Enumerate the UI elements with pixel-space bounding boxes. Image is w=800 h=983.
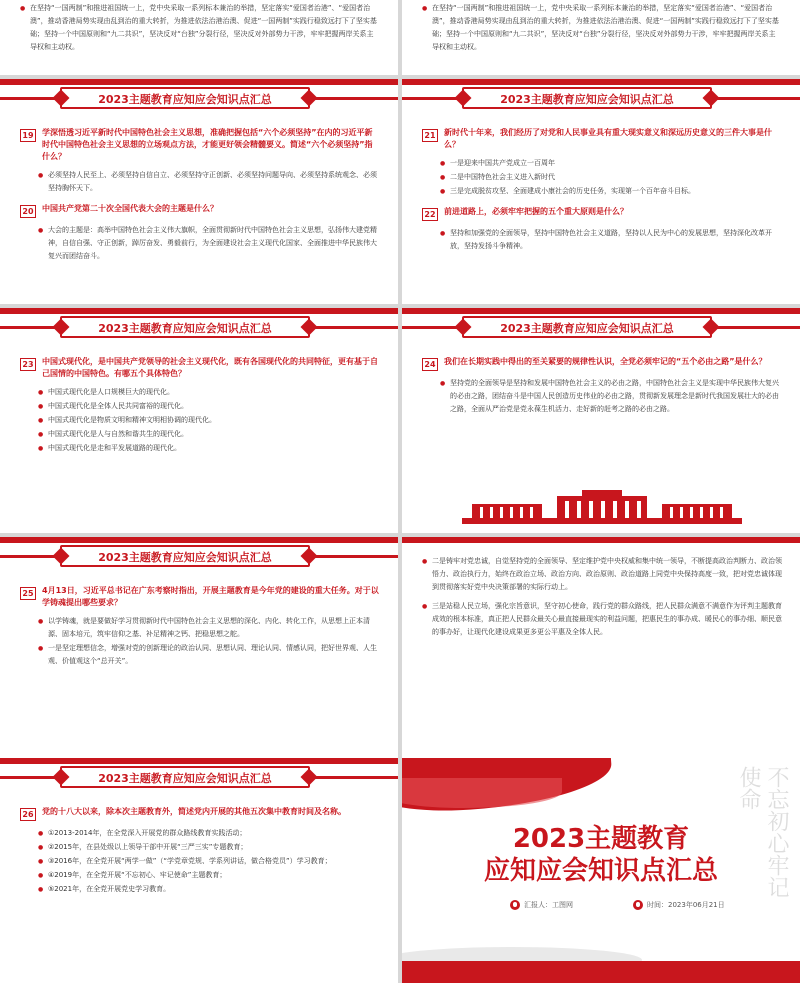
question (20, 127, 380, 163)
slide-body (20, 806, 380, 904)
answer-item: ● ③2016年，在全党开展“两学一做”（“学党章党规、学系列讲话，做合格党员”）学习教育； (38, 855, 380, 868)
slide-body (422, 356, 782, 424)
slide-body (422, 127, 782, 261)
slide-7 (0, 537, 398, 762)
question-text: 前进道路上，必须牢牢把握的五个重大原则是什么？ (444, 207, 628, 216)
slide-4 (402, 79, 800, 304)
bullet-icon: ● (38, 858, 44, 865)
slide-1 (0, 0, 398, 75)
answer-item: ● ①2013-2014年，在全党深入开展党的群众路线教育实践活动； (38, 827, 380, 840)
bullet-icon: ● (38, 172, 44, 179)
slide-9 (0, 758, 398, 983)
answer-item: ● ⑤2021年，在全党开展党史学习教育。 (38, 883, 380, 896)
answer-item: ● 大会的主题是：高举中国特色社会主义伟大旗帜，全面贯彻新时代中国特色社会主义思想，弘扬伟大建党精神，自信自强、守正创新，踔厉奋发、勇毅前行，为全面建设社会主义现代化国家、全面推进中华民族伟大复兴而团结奋斗。 (38, 226, 377, 260)
bullet-icon: ● (422, 603, 428, 610)
slide-title: 2023主题教育应知应会知识点汇总 (98, 551, 272, 564)
bullet-icon: ● (38, 445, 44, 452)
bullet-icon: ● (38, 872, 44, 879)
cover-meta (510, 900, 725, 910)
question-number: 20 (20, 205, 36, 218)
question (422, 356, 782, 371)
answer-list (422, 555, 782, 639)
answer-item: ● 一是迎来中国共产党成立一百周年 (440, 157, 782, 170)
answer-item: ● 坚持和加强党的全面领导，坚持中国特色社会主义道路，坚持以人民为中心的发展思想，坚持深化改革开放，坚持发扬斗争精神。 (440, 229, 772, 250)
calligraphy-watermark: 不忘初心牢记使命 (736, 766, 789, 898)
question-text: 学深悟透习近平新时代中国特色社会主义思想，准确把握包括“六个必须坚持”在内的习近平新时代中国特色社会主义思想的立场观点方法，才能更好领会精髓要义。简述“六个必须坚持”指什么？ (42, 128, 373, 161)
slide-title: 2023主题教育应知应会知识点汇总 (500, 322, 674, 335)
cover-slide (402, 758, 800, 983)
question-text: 党的十八大以来，除本次主题教育外，简述党内开展的其他五次集中教育时间及名称。 (42, 807, 346, 816)
answer-list (38, 386, 380, 455)
bullet-icon: ● (38, 431, 44, 438)
bullet-icon: ● (440, 230, 446, 237)
question-number: 25 (20, 587, 36, 600)
bullet-icon: ● (38, 417, 44, 424)
reporter-label: 汇报人：工图网 (524, 901, 573, 909)
bullet-icon: ● (38, 618, 44, 625)
answer-item: ● 中国式现代化是人口规模巨大的现代化。 (38, 386, 380, 399)
slide-header (402, 314, 800, 340)
slide-header (402, 85, 800, 111)
answer-item: ● 以学铸魂，就是要做好学习贯彻新时代中国特色社会主义思想的深化、内化、转化工作，从思想上正本清源、固本培元，筑牢信仰之基、补足精神之钙、把稳思想之舵。 (38, 617, 370, 638)
time-label: 时间：2023年06月21日 (647, 901, 725, 909)
answer-item: ● 中国式现代化是全体人民共同富裕的现代化。 (38, 400, 380, 413)
question-number: 22 (422, 208, 438, 221)
answer-item: ● 必须坚持人民至上、必须坚持自信自立、必须坚持守正创新、必须坚持问题导向、必须坚持系统观念、必须坚持胸怀天下。 (38, 171, 377, 192)
slide-title: 2023主题教育应知应会知识点汇总 (98, 322, 272, 335)
slide-content (422, 555, 782, 647)
bullet-icon: ● (38, 886, 44, 893)
answer-item: ● ④2019年，在全党开展“不忘初心、牢记使命”主题教育； (38, 869, 380, 882)
question-text: 中国式现代化，是中国共产党领导的社会主义现代化，既有各国现代化的共同特征，更有基于自己国情的中国特色。有哪五个具体特色？ (42, 357, 378, 378)
answer-item: ● 在坚持“一国两制”和推进祖国统一上，党中央采取一系列标本兼治的举措，坚定落实“爱国者治港”、“爱国者治澳”，推动香港局势实现由乱到治的重大转折，为推进依法治港治澳、促进“一国两制”实践行稳致远打下了坚实基础；坚持一个中国原则和“九二共识”，坚决反对“台独”分裂行径，坚决反对外部势力干涉，牢牢把握两岸关系主导权和主动权。 (20, 4, 377, 51)
cover-title-line-1: 2023主题教育 (512, 824, 690, 854)
bullet-icon: ● (38, 227, 44, 234)
bullet-icon: ● (38, 844, 44, 851)
answer-list (440, 377, 782, 416)
great-hall-silhouette-icon (462, 490, 742, 526)
location-pin-icon (633, 900, 643, 910)
bullet-icon: ● (38, 403, 44, 410)
slide-title: 2023主题教育应知应会知识点汇总 (500, 93, 674, 106)
bullet-icon: ● (38, 830, 44, 837)
slide-content (422, 2, 782, 55)
answer-item: ● 中国式现代化是走和平发展道路的现代化。 (38, 442, 380, 455)
slide-5 (0, 308, 398, 533)
answer-item: ● 坚持党的全面领导是坚持和发展中国特色社会主义的必由之路，中国特色社会主义是实现中华民族伟大复兴的必由之路，团结奋斗是中国人民创造历史伟业的必由之路，贯彻新发展理念是新时代我国发展壮大的必由之路，全面从严治党是党永葆生机活力、走好新的赶考之路的必由之路。 (440, 379, 779, 413)
question-number: 26 (20, 808, 36, 821)
bullet-icon: ● (38, 389, 44, 396)
question-number: 24 (422, 358, 438, 371)
slide-8 (402, 537, 800, 762)
bullet-icon: ● (422, 558, 428, 565)
question-text: 4月13日，习近平总书记在广东考察时指出，开展主题教育是今年党的建设的重大任务。对于以学铸魂提出哪些要求？ (42, 586, 379, 607)
slide-body (20, 356, 380, 463)
slide-6 (402, 308, 800, 533)
question (20, 806, 380, 821)
answer-item: ● ②2015年，在县处级以上领导干部中开展“三严三实”专题教育； (38, 841, 380, 854)
answer-item: ● 中国式现代化是人与自然和谐共生的现代化。 (38, 428, 380, 441)
bullet-icon: ● (440, 380, 446, 387)
question-number: 19 (20, 129, 36, 142)
bullet-icon: ● (20, 5, 26, 12)
slide-2 (402, 0, 800, 75)
question-text: 我们在长期实践中得出的至关紧要的规律性认识，全党必须牢记的“五个必由之路”是什么？ (444, 357, 767, 366)
answer-list (440, 157, 782, 198)
answer-list (38, 224, 380, 263)
question-text: 新时代十年来，我们经历了对党和人民事业具有重大现实意义和深远历史意义的三件大事是什么？ (444, 128, 772, 149)
answer-list (440, 227, 782, 253)
question (20, 585, 380, 609)
slide-header (0, 764, 398, 790)
person-icon (510, 900, 520, 910)
answer-item: ● 三是站稳人民立场，强化宗旨意识，坚守初心使命，践行党的群众路线，把人民群众满意不满意作为评判主题教育成效的根本标准，真正把人民群众最关心最直接最现实的利益问题，把惠民生的事办成、暖民心的事办细、顺民意的事办好，让现代化建设成果更多更公平惠及全体人民。 (422, 602, 782, 636)
slide-title: 2023主题教育应知应会知识点汇总 (98, 772, 272, 785)
slide-title: 2023主题教育应知应会知识点汇总 (98, 93, 272, 106)
answer-item: ● 在坚持“一国两制”和推进祖国统一上，党中央采取一系列标本兼治的举措，坚定落实“爱国者治港”、“爱国者治澳”，推动香港局势实现由乱到治的重大转折，为推进依法治港治澳、促进“一国两制”实践行稳致远打下了坚实基础；坚持一个中国原则和“九二共识”，坚决反对“台独”分裂行径，坚决反对外部势力干涉，牢牢把握两岸关系主导权和主动权。 (422, 4, 779, 51)
slide-content (20, 2, 380, 55)
slide-header (0, 314, 398, 340)
question-number: 21 (422, 129, 438, 142)
slide-body (20, 127, 380, 271)
answer-item: ● 一是坚定理想信念，增强对党的创新理论的政治认同、思想认同、理论认同、情感认同，把好世界观、人生观、价值观这个“总开关”。 (38, 644, 377, 665)
slide-body (20, 585, 380, 676)
answer-item: ● 中国式现代化是物质文明和精神文明相协调的现代化。 (38, 414, 380, 427)
bullet-icon: ● (38, 645, 44, 652)
slide-header (0, 543, 398, 569)
bottom-red-band (402, 961, 800, 983)
bullet-icon: ● (440, 174, 446, 181)
top-stripe (402, 537, 800, 543)
question (20, 203, 380, 218)
bullet-icon: ● (440, 188, 446, 195)
question (422, 206, 782, 221)
slide-3 (0, 79, 398, 304)
answer-list (38, 827, 380, 896)
answer-item: ● 二是铸牢对党忠诚，自觉坚持党的全面领导、坚定维护党中央权威和集中统一领导，不断提高政治判断力、政治领悟力、政治执行力，始终在政治立场、政治方向、政治原则、政治道路上同党中央保持高度一致，把对党忠诚体现到贯彻落实好党中央决策部署的实际行动上。 (422, 557, 782, 591)
bullet-icon: ● (440, 160, 446, 167)
question (422, 127, 782, 151)
answer-item: ● 三是完成脱贫攻坚、全面建成小康社会的历史任务，实现第一个百年奋斗目标。 (440, 185, 782, 198)
slide-header (0, 85, 398, 111)
cover-title-line-2: 应知应会知识点汇总 (483, 856, 718, 886)
question-number: 23 (20, 358, 36, 371)
answer-item: ● 二是中国特色社会主义进入新时代 (440, 171, 782, 184)
answer-list (38, 615, 380, 668)
bullet-icon: ● (422, 5, 428, 12)
question-text: 中国共产党第二十次全国代表大会的主题是什么？ (42, 204, 218, 213)
answer-list (38, 169, 380, 195)
question (20, 356, 380, 380)
